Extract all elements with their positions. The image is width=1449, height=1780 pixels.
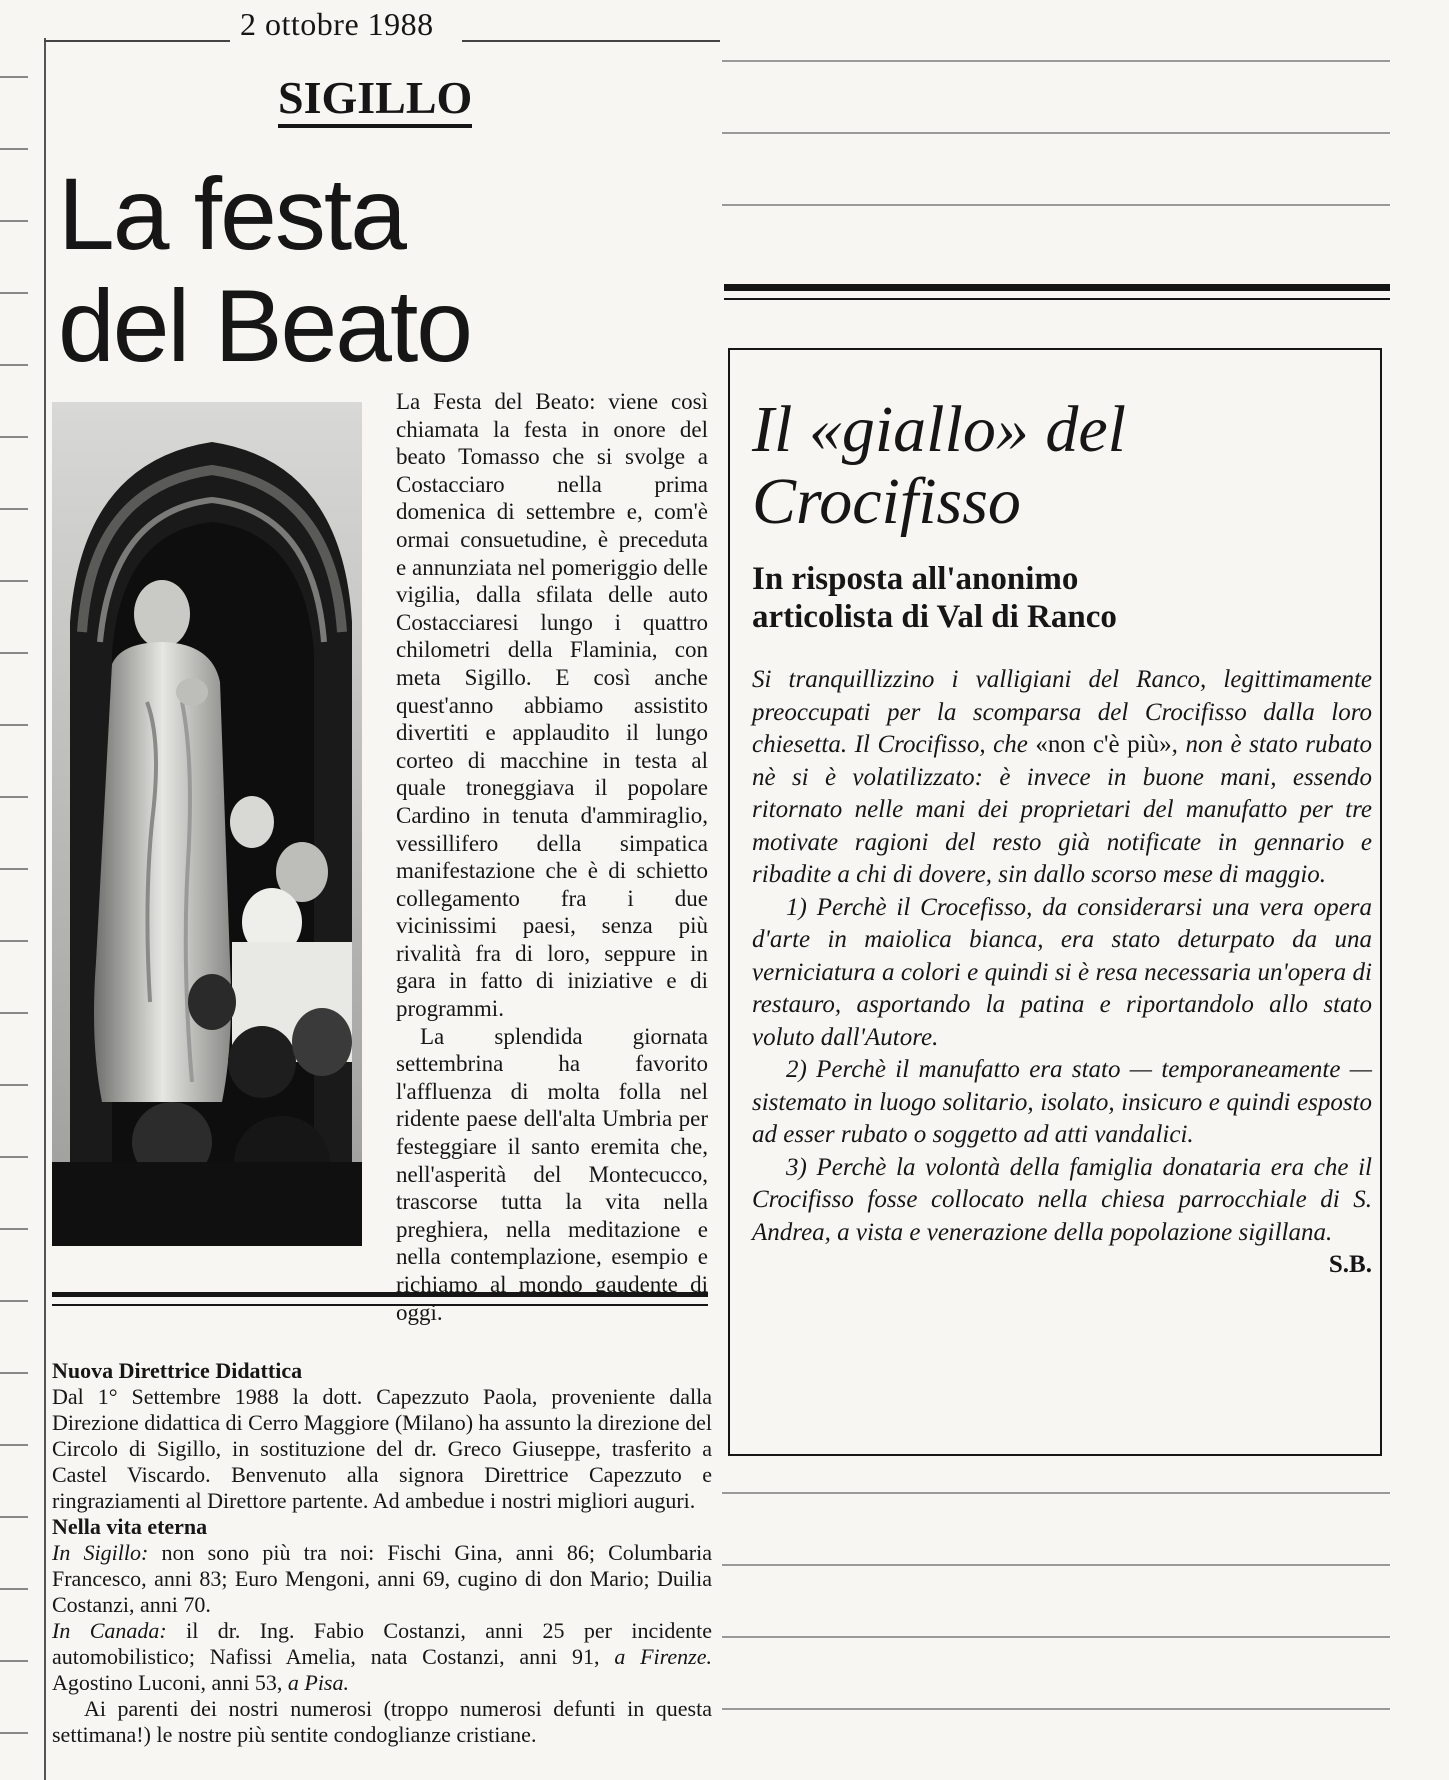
notice-direttrice-text: Dal 1° Settembre 1988 la dott. Capezzuto Paola, proveniente dalla Direzione didattica di Cerro Maggiore (Milano) ha assunto la direzione del Circolo di Sigillo, in sostituzione del dr. Greco Giuseppe, trasferito a Castel Viscardo. Benvenuto alla signora Direttrice Capezzuto e ringraziamenti al Direttore partente. Ad ambedue i nostri migliori auguri. — [52, 1384, 712, 1513]
statue-photo-drawing — [52, 402, 362, 1246]
box-title-line-2: Crocifisso — [752, 465, 1021, 538]
clipping-edge — [44, 38, 46, 1780]
signature: S.B. — [1328, 1251, 1372, 1278]
article-paragraph: La splendida giornata settembrina ha favorito l'affluenza di molta folla nel ridente paese dell'alta Umbria per festeggiare il santo eremita che, nell'asperità del Montecucco, trascorse tutta la vita nella preghiera, nella meditazione e nella contemplazione, esempio e richiamo al mondo gaudente di oggi. — [396, 1023, 708, 1325]
box-paragraph-reason-1: 1) Perchè il Crocefisso, da considerarsi una vera opera d'arte in maiolica bianca, era stato deturpato da una verniciatura a colori e quindi si è resa necessaria un'opera di restauro, asportando la patina e riportandolo allo stato voluto dall'Autore. — [752, 893, 1372, 1051]
box-p1-end: , non è stato rubato nè si è volatilizzato: è invece in buone mani, essendo ritornato nelle mani dei proprietari del manufatto per tre motivate ragioni del resto già notificate in gennario e ribadite a chi di dovere, sin dallo scorso mese di maggio. — [752, 731, 1372, 888]
box-paragraph-reason-2: 2) Perchè il manufatto era stato — temporaneamente — sistemato in luogo solitario, isolato, insicuro e quindi esposto ad esser rubato o soggetto ad atti vandalici. — [752, 1056, 1372, 1148]
notice-sigillo — [52, 1540, 712, 1618]
box-subtitle-line-2: articolista di Val di Ranco — [752, 599, 1117, 635]
statue-photo — [52, 402, 362, 1246]
box-paragraph-intro — [752, 664, 1372, 892]
date-rule-left — [44, 40, 230, 42]
place-pisa: a Pisa. — [287, 1670, 349, 1695]
place-sigillo: In Sigillo: — [52, 1540, 149, 1565]
headline-line-2: del Beato — [58, 269, 472, 383]
notice-heading-direttrice: Nuova Direttrice Didattica — [52, 1358, 303, 1383]
date-rule-right — [462, 40, 720, 42]
notice-sigillo-text: non sono più tra noi: Fischi Gina, anni 86; Columbaria Francesco, anni 83; Euro Mengoni, anni 69, cugino di don Mario; Duilia Costanzi, anni 70. — [52, 1540, 712, 1617]
box-title — [752, 394, 1126, 538]
box-divider — [724, 284, 1390, 291]
box-p1-quote: «non c'è più» — [1035, 731, 1172, 758]
notice-heading-vita-eterna: Nella vita eterna — [52, 1514, 208, 1539]
box-subtitle-line-1: In risposta all'anonimo — [752, 561, 1079, 597]
notice-condoglianze: Ai parenti dei nostri numerosi (troppo numerosi defunti in questa settimana!) le nostre più sentite condoglianze cristiane. — [52, 1696, 712, 1747]
notice-luconi-text: Agostino Luconi, anni 53, — [52, 1670, 288, 1695]
headline — [58, 158, 471, 382]
issue-date: 2 ottobre 1988 — [240, 6, 434, 42]
section-divider — [52, 1292, 708, 1297]
place-firenze: a Firenze. — [614, 1644, 712, 1669]
box-body — [752, 664, 1372, 1282]
article-paragraph: La Festa del Beato: viene così chiamata la festa in onore del beato Tomasso che si svolge a Costacciaro nella prima domenica di settembre e, com'è ormai consuetudine, è preceduta e annunziata nel pomeriggio delle vigilia, dalla sfilata delle auto Costacciaresi lungo i quattro chilometri della Flaminia, con meta Sigillo. E così anche quest'anno abbiamo assistito divertiti e applaudito il lungo corteo di macchine in testa al quale troneggiava il popolare Cardino in tenuta d'ammiraglio, vessillifero della simpatica manifestazione che è di schietto collegamento fra i due vicinissimi paesi, senza più rivalità fra di loro, seppure in gara in fatto di iniziative e di programmi. — [396, 389, 708, 1022]
box-subtitle — [752, 560, 1117, 636]
section-divider-thin — [52, 1304, 708, 1306]
notice-canada-text: il dr. Ing. Fabio Costanzi, anni 25 per incidente automobilistico; Nafissi Amelia, nata Costanzi, anni 91, — [52, 1618, 712, 1669]
notice-canada — [52, 1618, 712, 1696]
box-p1-start: Si tranquillizzino i valligiani del Ranco, legittimamente preoccupati per la scomparsa del Crocifisso dalla loro chiesetta. Il Crocifisso, che — [752, 666, 1372, 758]
section-kicker: SIGILLO — [278, 74, 472, 128]
article-body — [396, 388, 708, 1326]
box-title-line-1: Il «giallo» del — [752, 393, 1126, 466]
box-divider-thin — [724, 298, 1390, 300]
notices — [52, 1358, 712, 1748]
place-canada: In Canada: — [52, 1618, 167, 1643]
box-p4-text: 3) Perchè la volontà della famiglia donataria era che il Crocifisso fosse collocato nella chiesa parrocchiale di S. Andrea, a vista e venerazione della popolazione sigillana. — [752, 1153, 1372, 1246]
headline-line-1: La festa — [58, 157, 405, 271]
box-paragraph-reason-3 — [752, 1152, 1372, 1278]
